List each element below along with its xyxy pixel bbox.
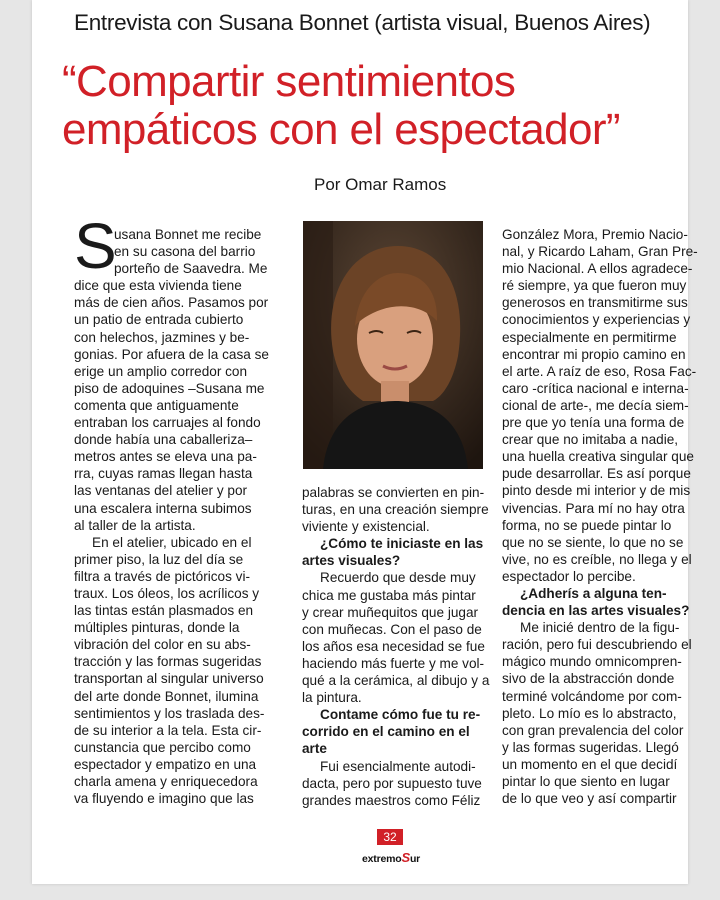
text-line: metros antes se eleva una pa-	[74, 449, 257, 465]
text-line: sentimientos y los traslada des-	[74, 705, 265, 721]
text-line: espectador y empatizo en una	[74, 756, 257, 772]
text-line: mio Nacional. A ellos agradece-	[502, 261, 693, 277]
text-line: pude desarrollar. Es así porque	[502, 466, 691, 482]
text-line: pintar lo que siento en lugar	[502, 774, 670, 789]
text-line: González Mora, Premio Nacio-	[502, 227, 688, 242]
magazine-page	[32, 0, 698, 884]
text-line: charla amena y enriquecedora	[74, 774, 258, 789]
text-line: forma, no se puede pintar lo	[502, 517, 672, 533]
text-line: erige un amplio corredor con	[74, 363, 248, 379]
drop-cap: S	[74, 210, 117, 282]
text-line: cional de arte-, me decía siem-	[502, 397, 689, 413]
question: ¿Cómo te iniciaste en las	[320, 536, 484, 552]
question: Contame cómo fue tu re-	[320, 707, 481, 723]
text-line: En el atelier, ubicado en el	[92, 534, 252, 550]
text-line: vivencias. Para mí no hay otra	[502, 500, 685, 516]
text-line: el arte. A raíz de eso, Rosa Fac-	[502, 363, 697, 379]
text-line: de su interior a la tela. Esta cir-	[74, 722, 262, 738]
text-line: pleto. Lo mío es lo abstracto,	[502, 705, 677, 721]
text-line: vibración del color en su abs-	[74, 637, 251, 653]
text-line: las ventanas del atelier y por	[74, 483, 248, 499]
text-line: dice que esta vivienda tiene	[74, 278, 242, 294]
text-line: rra, cuyas ramas llegan hasta	[74, 466, 253, 482]
text-line: terminé volcándome por com-	[502, 688, 682, 704]
text-line: qué a la cerámica, al dibujo y a	[302, 673, 490, 689]
text-line: chica me gustaba más pintar	[302, 587, 476, 603]
magazine-logo	[362, 850, 422, 865]
text-line: Fui esencialmente autodi-	[320, 758, 476, 774]
text-line: Me inicié dentro de la figu-	[520, 620, 680, 636]
question: arte	[302, 741, 327, 757]
column-1	[74, 226, 282, 807]
text-line: especialmente en permitirme	[502, 329, 677, 345]
text-line: las tintas están plasmados en	[74, 603, 254, 619]
text-line: filtra a través de pictóricos vi-	[74, 568, 251, 584]
text-line: sivo de la abstracción donde	[502, 671, 675, 687]
question: corrido en el camino en el	[302, 724, 470, 740]
question: dencia en las artes visuales?	[502, 603, 690, 619]
text-line: generosos en transmitirme sus	[502, 295, 688, 311]
text-line: con helechos, jazmines y be-	[74, 329, 250, 345]
question: ¿Adherís a alguna ten-	[520, 585, 667, 601]
text-line: tracción y las formas sugeridas	[74, 654, 262, 670]
text-line: pre que yo tenía una forma de	[502, 415, 685, 431]
text-line: caro -crítica nacional e interna-	[502, 380, 689, 396]
text-line: múltiples pinturas, donde la	[74, 620, 240, 636]
text-line: haciendo más fuerte y me vol-	[302, 655, 485, 671]
text-line: vive, no es creíble, no llega y el	[502, 551, 692, 567]
page-number-badge: 32	[377, 829, 403, 845]
text-line: que no se siente, lo que no se	[502, 534, 684, 550]
text-line: turas, en una creación siempre	[302, 502, 489, 518]
text-line: gonias. Por afuera de la casa se	[74, 346, 269, 362]
text-line: encontrar mi propio camino en	[502, 346, 686, 362]
text-line: donde había una caballeriza–	[74, 432, 253, 448]
text-line: usana Bonnet me recibe	[114, 227, 262, 242]
text-line: comenta que antiguamente	[74, 397, 239, 413]
text-line: de lo que veo y así compartir	[502, 791, 677, 807]
text-line: en su casona del barrio	[114, 244, 256, 260]
text-line: la pintura.	[302, 690, 362, 706]
text-line: del arte donde Bonnet, ilumina	[74, 688, 259, 704]
portrait-photo	[303, 221, 483, 469]
text-line: un patio de entrada cubierto	[74, 312, 244, 328]
text-line: cunstancia que percibo como	[74, 739, 251, 755]
text-line: y crear muñequitos que jugar	[302, 604, 479, 620]
text-line: al taller de la artista.	[74, 517, 196, 533]
text-line: entraban los carruajes al fondo	[74, 415, 261, 431]
text-line: mágico mundo omnicompren-	[502, 654, 682, 670]
text-line: piso de adoquines –Susana me	[74, 380, 265, 396]
text-line: transportan al singular universo	[74, 671, 264, 687]
text-line: una escalera interna subimos	[74, 500, 252, 516]
text-line: los años esa necesidad se fue	[302, 638, 485, 654]
text-line: con gran prevalencia del color	[502, 722, 684, 738]
headline-line-1: “Compartir sentimientos	[62, 57, 516, 106]
logo-text-b: S	[401, 850, 410, 865]
text-line: dacta, pero por supuesto tuve	[302, 775, 482, 791]
text-line: primer piso, la luz del día se	[74, 551, 244, 567]
headline	[62, 58, 682, 154]
text-line: traux. Los óleos, los acrílicos y	[74, 585, 260, 601]
logo-text-c: ur	[409, 853, 421, 865]
byline: Por Omar Ramos	[314, 175, 447, 194]
text-line: grandes maestros como Féliz	[302, 792, 481, 808]
text-line: palabras se convierten en pin-	[302, 485, 485, 500]
text-line: más de cien años. Pasamos por	[74, 295, 269, 311]
text-line: va fluyendo e imagino que las	[74, 791, 254, 807]
column-2	[302, 484, 490, 809]
text-line: pinto desde mi interior y de mis	[502, 483, 691, 499]
text-line: ré siempre, ya que fueron muy	[502, 278, 687, 294]
portrait-illustration	[303, 221, 483, 469]
text-line: un momento en el que decidí	[502, 756, 678, 772]
question: artes visuales?	[302, 553, 401, 569]
text-line: viviente y existencial.	[302, 519, 430, 535]
text-line: con muñecas. Con el paso de	[302, 621, 482, 637]
text-line: y las formas sugeridas. Llegó	[502, 739, 679, 755]
logo-text-a: extremo	[362, 853, 402, 865]
text-line: crear que no imitaba a nadie,	[502, 432, 679, 448]
headline-line-2: empáticos con el espectador”	[62, 105, 620, 154]
text-line: una huella creativa singular que	[502, 449, 694, 465]
interview-kicker: Entrevista con Susana Bonnet (artista visual, Buenos Aires)	[74, 10, 651, 35]
text-line: Recuerdo que desde muy	[320, 570, 476, 586]
text-line: conocimientos y experiencias y	[502, 312, 691, 328]
text-line: espectador lo percibe.	[502, 568, 636, 584]
text-line: nal, y Ricardo Laham, Gran Pre-	[502, 244, 698, 260]
text-line: porteño de Saavedra. Me	[114, 261, 268, 277]
text-line: ración, pero fui descubriendo el	[502, 637, 692, 653]
column-3	[502, 226, 698, 807]
